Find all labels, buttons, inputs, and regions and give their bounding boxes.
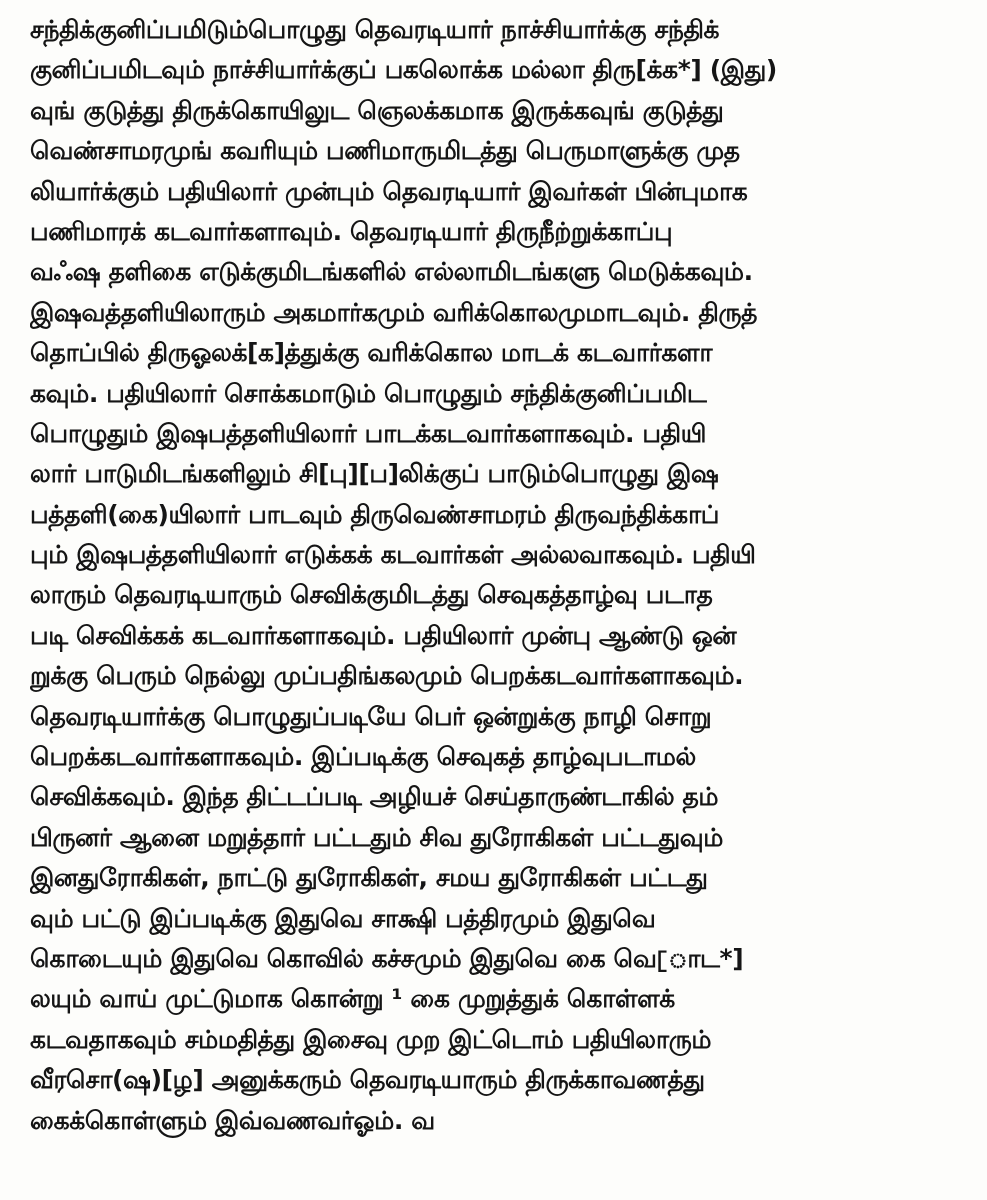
text-line: தெவரடியார்க்கு பொழுதுப்படியே பெர் ஒன்றுக்கு நாழி சொறு: [30, 701, 712, 731]
text-line: வுங் குடுத்து திருக்கொயிலுட ஞெலக்கமாக இருக்கவுங் குடுத்து: [30, 95, 724, 125]
text-line: இனதுரோகிகள், நாட்டு துரோகிகள், சமய துரோகிகள் பட்டது: [30, 863, 708, 893]
inscription-text-block: [30, 10, 960, 1141]
text-line: குனிப்பமிடவும் நாச்சியார்க்குப் பகலொக்க மல்லா திரு[க்க*] (இது): [30, 55, 777, 85]
text-line: தொப்பில் திருஓலக்[க]த்துக்கு வரிக்கொல மாடக் கடவார்களா: [30, 338, 713, 368]
text-line: வெண்சாமரமுங் கவரியும் பணிமாருமிடத்து பெருமாளுக்கு முத: [30, 136, 740, 166]
text-line: வஃஷ தளிகை எடுக்குமிடங்களில் எல்லாமிடங்களு மெடுக்கவும்.: [30, 257, 753, 287]
text-line: கவும். பதியிலார் சொக்கமாடும் பொழுதும் சந்திக்குனிப்பமிட: [30, 378, 707, 408]
text-line: லியார்க்கும் பதியிலார் முன்பும் தெவரடியார் இவர்கள் பின்புமாக: [30, 176, 748, 206]
text-line: லார் பாடுமிடங்களிலும் சி[பு][ப]லிக்குப் பாடும்பொழுது இஷ: [30, 459, 719, 489]
text-line: பொழுதும் இஷபத்தளியிலார் பாடக்கடவார்களாகவும். பதியி: [30, 418, 706, 448]
text-line: பும் இஷபத்தளியிலார் எடுக்கக் கடவார்கள் அல்லவாகவும். பதியி: [30, 540, 756, 570]
text-line: கடவதாகவும் சம்மதித்து இசைவு முற இட்டொம் பதியிலாரும்: [30, 1024, 712, 1054]
text-line: பெறக்கடவார்களாகவும். இப்படிக்கு செவுகத் தாழ்வுபடாமல்: [30, 742, 696, 772]
text-line: பத்தளி(கை)யிலார் பாடவும் திருவெண்சாமரம் திருவந்திக்காப்: [30, 499, 720, 529]
text-line: படி செவிக்கக் கடவார்களாகவும். பதியிலார் முன்பு ஆண்டு ஒன்: [30, 620, 737, 650]
text-line: வீரசொ(ஷ)[ழ] அனுக்கரும் தெவரடியாரும் திருக்காவணத்து: [30, 1065, 705, 1095]
text-line: கொடையும் இதுவெ கொவில் கச்சமும் இதுவெ கை வெ[ாட*]: [30, 943, 744, 973]
text-line: றுக்கு பெரும் நெல்லு முப்பதிங்கலமும் பெறக்கடவார்களாகவும்.: [30, 661, 744, 691]
text-line: லயும் வாய் முட்டுமாக கொன்று ¹ கை முறுத்துக் கொள்ளக்: [30, 984, 675, 1014]
text-line: சந்திக்குனிப்பமிடும்பொழுது தெவரடியார் நாச்சியார்க்கு சந்திக்: [30, 15, 720, 44]
text-line: கைக்கொள்ளும் இவ்வணவர்ஓம். வ: [30, 1105, 435, 1135]
text-line: வும் பட்டு இப்படிக்கு இதுவெ சாக்ஷி பத்திரமும் இதுவெ: [30, 903, 656, 933]
text-line: இஷவத்தளியிலாரும் அகமார்கமும் வரிக்கொலமுமாடவும். திருத்: [30, 297, 758, 327]
text-line: லாரும் தெவரடியாரும் செவிக்குமிடத்து செவுகத்தாழ்வு படாத: [30, 580, 713, 610]
text-line: பிருனர் ஆனை மறுத்தார் பட்டதும் சிவ துரோகிகள் பட்டதுவும்: [30, 822, 723, 852]
text-line: பணிமாரக் கடவார்களாவும். தெவரடியார் திருநீற்றுக்காப்பு: [30, 216, 673, 246]
text-line: செவிக்கவும். இந்த திட்டப்படி அழியச் செய்தாருண்டாகில் தம்: [30, 782, 719, 812]
